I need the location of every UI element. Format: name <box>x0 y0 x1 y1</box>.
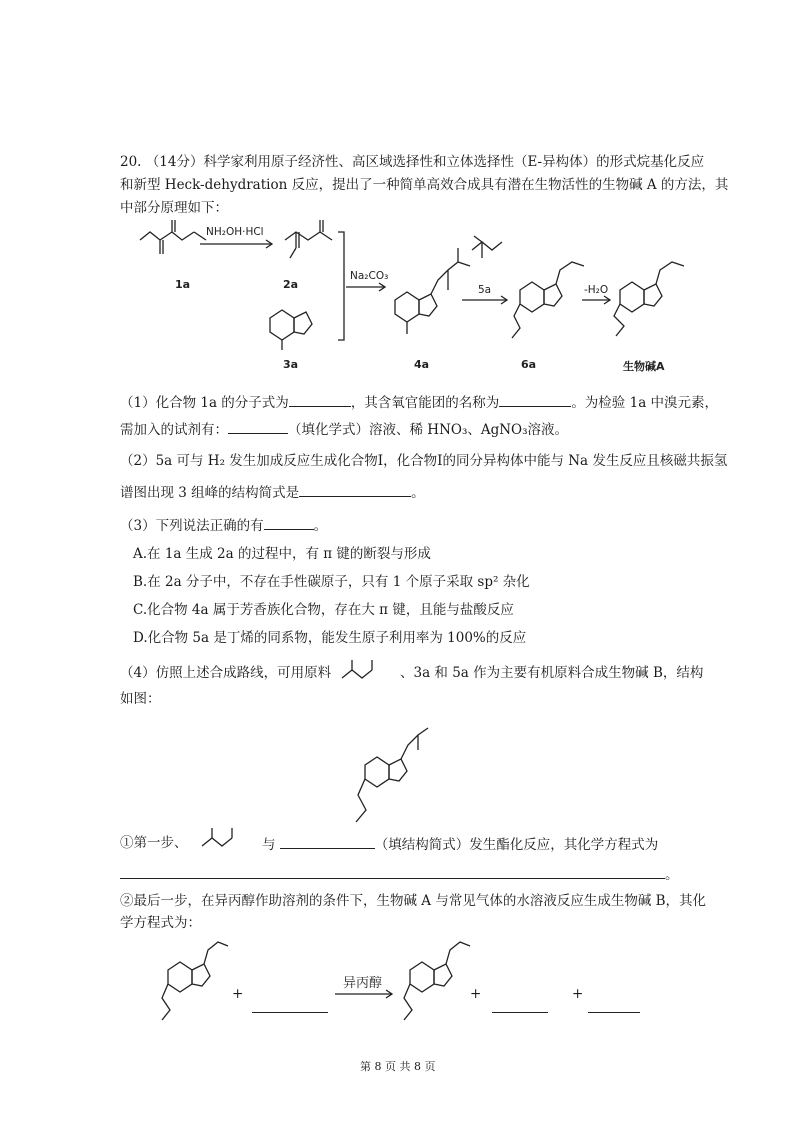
molecule-A-step2 <box>162 942 228 1020</box>
plus-1: + <box>232 986 244 1002</box>
question-line-3: 中部分原理如下： <box>120 200 228 216</box>
q4-step1-b: 与 （填结构简式）发生酯化反应，其化学方程式为 <box>262 834 658 854</box>
molecule-A <box>614 262 684 336</box>
molecule-4a <box>395 248 470 334</box>
reagent-5a: 5a <box>478 284 492 296</box>
label-2a: 2a <box>283 278 299 291</box>
q3-option-a: A.在 1a 生成 2a 的过程中，有 π 键的断裂与形成 <box>133 546 431 562</box>
q1-line-2: 需加入的试剂有： （填化学式）溶液、稀 HNO₃、AgNO₃溶液。 <box>120 419 568 439</box>
q3-option-b: B.在 2a 分子中，不存在手性碳原子，只有 1 个原子采取 sp² 杂化 <box>133 574 530 590</box>
q4-step2-a: ②最后一步，在异丙醇作助溶剂的条件下，生物碱 A 与常见气体的水溶液反应生成生物碱 B，其化 <box>120 893 707 909</box>
q4-line-1a: （4）仿照上述合成路线，可用原料 <box>120 665 332 681</box>
q3-stem: （3）下列说法正确的有 。 <box>120 515 327 535</box>
q4-blank-product-2[interactable] <box>588 998 640 1013</box>
q3-option-c: C.化合物 4a 属于芳香族化合物，存在大 π 键，且能与盐酸反应 <box>133 602 514 618</box>
molecule-B-step2 <box>404 942 470 1020</box>
q1-blank-functional-group[interactable] <box>499 392 571 407</box>
raw-material-bromopyruvic-acid <box>342 660 372 678</box>
reagent-sodium-carbonate: Na₂CO₃ <box>350 270 389 282</box>
q4-blank-equation-1[interactable] <box>120 864 665 879</box>
raw-material-bromopyruvic-acid-2 <box>202 828 232 846</box>
plus-3: + <box>572 986 584 1002</box>
reagent-dehydration: -H₂O <box>584 284 609 296</box>
q4-blank-reactant[interactable] <box>252 998 328 1013</box>
molecule-3a <box>270 310 312 350</box>
molecule-2a <box>285 220 332 258</box>
q1-line-1: （1）化合物 1a 的分子式为 ，其含氧官能团的名称为 。为检验 1a 中溴元素， <box>120 392 718 412</box>
label-1a: 1a <box>175 278 191 291</box>
label-A: 生物碱A <box>623 360 665 373</box>
q4-blank-alcohol[interactable] <box>280 834 375 849</box>
q3-option-d: D.化合物 5a 是丁烯的同系物，能发生原子利用率为 100%的反应 <box>133 630 527 646</box>
q4-line-2: 如图： <box>120 691 161 707</box>
question-header: 20. （14分）科学家利用原子经济性、高区域选择性和立体选择性（E-异构体）的形式烷基化反应 <box>120 154 705 170</box>
solvent-isopropanol: 异丙醇 <box>343 976 383 991</box>
molecule-B <box>356 728 428 822</box>
label-6a: 6a <box>521 358 537 371</box>
q1-blank-reagent[interactable] <box>228 419 288 434</box>
q4-line-1b: 、3a 和 5a 作为主要有机原料合成生物碱 B，结构 <box>400 665 704 681</box>
label-3a: 3a <box>283 358 299 371</box>
q2-blank-structure[interactable] <box>299 482 411 497</box>
molecule-6a <box>512 262 584 338</box>
q4-step1-equation: 。 <box>120 864 679 884</box>
q1-blank-formula[interactable] <box>289 392 351 407</box>
page-footer: 第 8 页 共 8 页 <box>360 1060 436 1073</box>
plus-2: + <box>470 986 482 1002</box>
q4-step2-b: 学方程式为： <box>120 915 201 931</box>
q2-line-1: （2）5a 可与 H₂ 发生加成反应生成化合物Ⅰ，化合物Ⅰ的同分异构体中能与 Na 发生反应且核磁共振氢 <box>120 453 728 469</box>
q2-line-2: 谱图出现 3 组峰的结构简式是 。 <box>120 482 425 502</box>
q4-step1-a: ①第一步、 <box>120 835 188 851</box>
label-4a: 4a <box>414 358 430 371</box>
q4-blank-product-1[interactable] <box>492 998 548 1013</box>
question-line-2: 和新型 Heck-dehydration 反应，提出了一种简单高效合成具有潜在生物活性的生物碱 A 的方法，其 <box>120 177 729 193</box>
reagent-hydroxylamine: NH₂OH·HCl <box>206 226 264 238</box>
molecule-5a <box>472 236 502 258</box>
q3-blank-answer[interactable] <box>264 515 314 530</box>
molecule-1a <box>140 220 206 254</box>
